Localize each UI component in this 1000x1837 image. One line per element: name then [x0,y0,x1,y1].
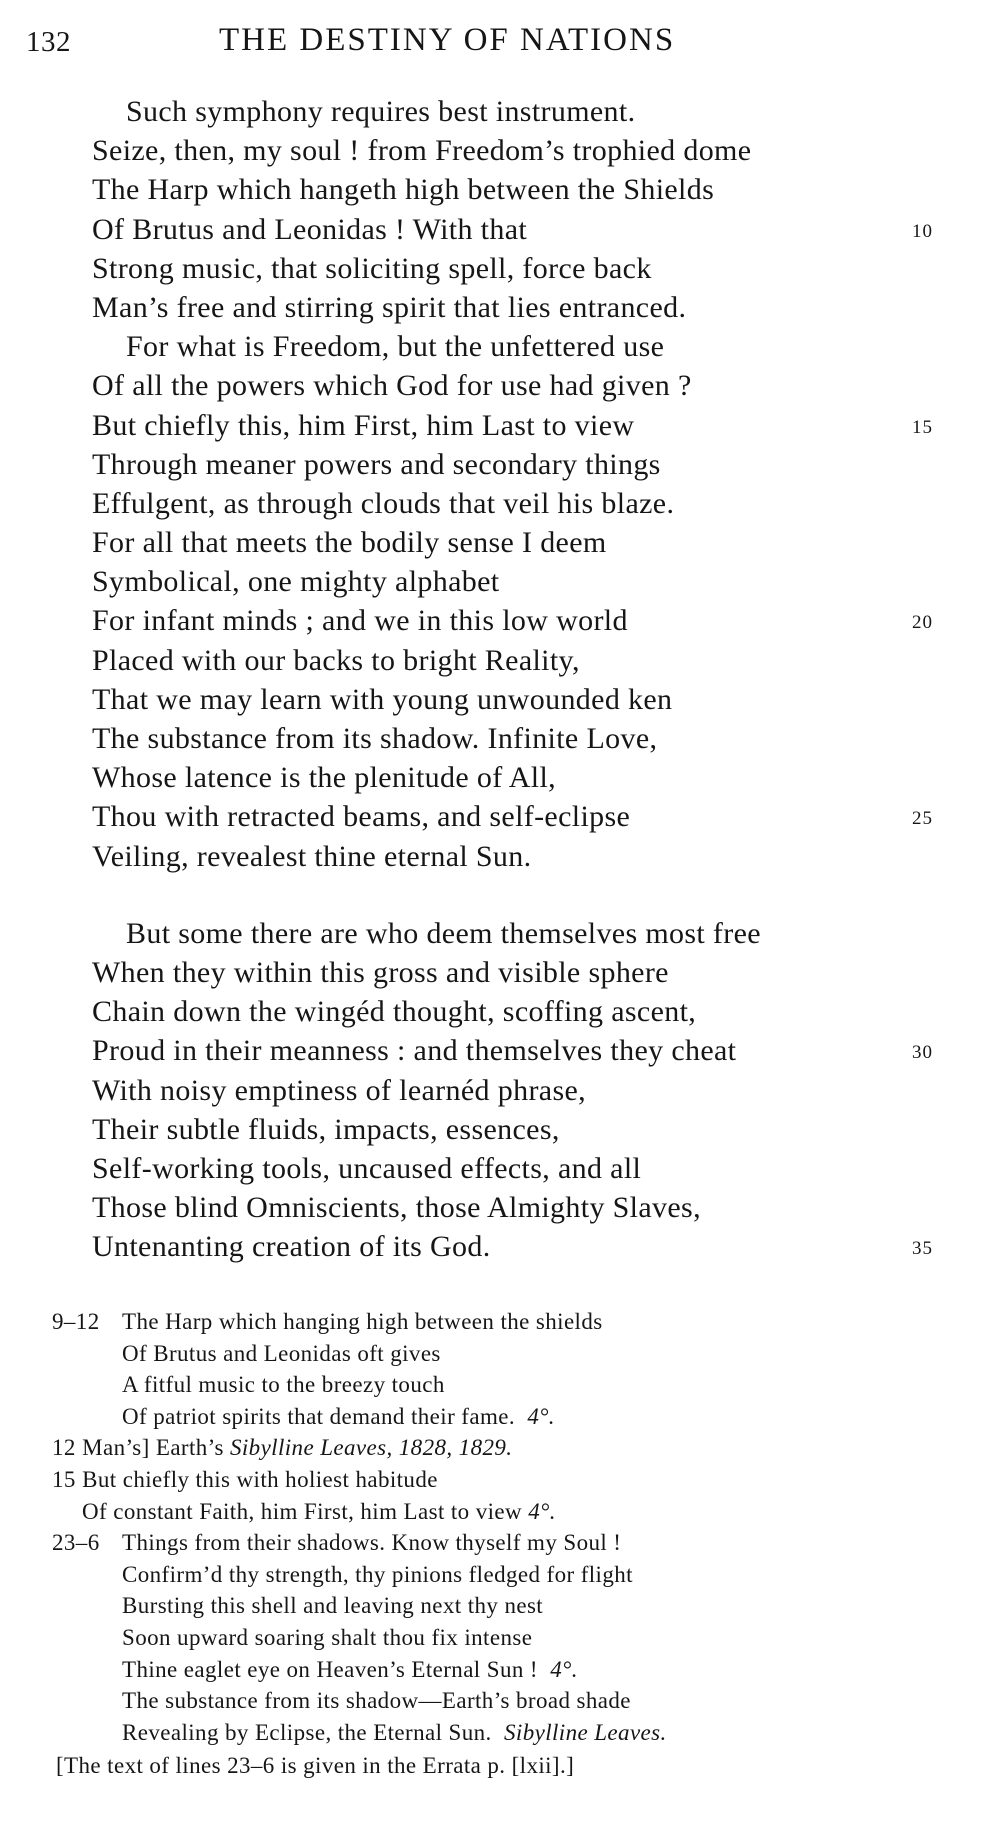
poem-line [92,327,962,366]
poem-line-text: Those blind Omniscients, those Almighty Slaves, [92,1191,701,1225]
note-text: The Harp which hanging high between the shields [122,1309,603,1334]
poem-line [92,641,962,680]
note-source: 4°. [527,1403,555,1429]
poem-line-text: Their subtle fluids, impacts, essences, [92,1112,560,1146]
poem-line-text: Symbolical, one mighty alphabet [92,565,500,599]
poem-line-text: Placed with our backs to bright Reality, [92,643,580,677]
note-text: Confirm’d thy strength, thy pinions fledged for flight [122,1561,633,1587]
poem-line [92,523,962,562]
poem-line-text: With noisy emptiness of learnéd phrase, [92,1073,586,1107]
note-line [52,1685,952,1717]
note-source: Sibylline Leaves. [504,1719,667,1745]
poem-line-text: Untenanting creation of its God. [92,1230,491,1264]
poem-line [92,1071,962,1110]
poem-line [92,562,962,601]
poem-line [92,719,962,758]
poem-line [92,1188,962,1227]
poem-line-text: For infant minds ; and we in this low world [92,604,628,638]
note-line [52,1717,952,1749]
note-reference: 9–12 [52,1309,100,1334]
stanza [92,92,962,876]
note-reference: 12 [52,1435,76,1461]
poem-line-text: Whose latence is the plenitude of All, [92,761,557,795]
note-text: But chiefly this with holiest habitude [82,1466,438,1492]
line-number: 20 [912,612,933,634]
note-source: 4°. [528,1498,556,1524]
poem-line [92,1149,962,1188]
poem-line [92,249,962,288]
poem-line-text: Through meaner powers and secondary things [92,447,661,481]
note-text: Bursting this shell and leaving next thy nest [122,1593,544,1619]
line-number: 15 [912,416,933,438]
note-text: A fitful music to the breezy touch [122,1372,445,1398]
note-reference: 15 [52,1466,76,1492]
line-number: 30 [912,1042,933,1064]
poem-line-text: Of all the powers which God for use had given ? [92,369,692,403]
poem-line-text: Such symphony requires best instrument. [126,95,636,128]
poem-line-text: Man’s free and stirring spirit that lies entranced. [92,290,687,324]
note-line [52,1496,952,1528]
line-number: 35 [912,1238,933,1260]
running-title: THE DESTINY OF NATIONS [219,22,676,58]
poem-line-text: The substance from its shadow. Infinite Love, [92,722,658,755]
stanza [92,914,962,1267]
poem-line [92,680,962,719]
line-number: 25 [912,808,933,830]
poem-line-text: Chain down the wingéd thought, scoffing ascent, [92,995,697,1029]
poem-line-text: Proud in their meanness : and themselves they cheat [92,1034,737,1068]
note-reference: 23–6 [52,1530,100,1556]
poem-line-text: Seize, then, my soul ! from Freedom’s trophied dome [92,134,752,168]
note-text: Thine eaglet eye on Heaven’s Eternal Sun ! [122,1656,538,1682]
note-text: The substance from its shadow—Earth’s broad shade [122,1688,631,1714]
note-source: 4°. [550,1656,578,1682]
poem-line-text: Effulgent, as through clouds that veil his blaze. [92,486,675,520]
note-text: Of constant Faith, him First, him Last to view [82,1498,523,1524]
note-text: Things from their shadows. Know thyself my Soul ! [122,1530,622,1556]
note-text: Man’s] Earth’s [82,1435,224,1461]
note-text: Of patriot spirits that demand their fame. [122,1403,515,1429]
note-line [52,1306,952,1338]
note-line [52,1432,952,1464]
errata-note: [The text of lines 23–6 is given in the Errata p. [lxii].] [56,1753,575,1779]
note-line [52,1401,952,1433]
poem-line-text: For all that meets the bodily sense I deem [92,526,607,560]
poem-line-text: The Harp which hangeth high between the Shields [92,173,715,207]
poem-line [92,797,962,836]
poem-line [92,366,962,405]
poem-line [92,758,962,797]
note-line [52,1590,952,1622]
poem-line-text: Veiling, revealest thine eternal Sun. [92,839,532,873]
poem-line [92,914,962,953]
poem-line [92,288,962,327]
poem-line [92,445,962,484]
running-head [26,22,956,68]
note-line [52,1622,952,1654]
poem-line [92,92,962,131]
poem-line-text: When they within this gross and visible sphere [92,955,669,989]
poem-line [92,837,962,876]
poem-line-text: But chiefly this, him First, him Last to view [92,408,635,442]
poem-line [92,1110,962,1149]
poem-text [92,92,962,1266]
line-number: 10 [912,220,933,242]
page-number: 132 [26,26,71,58]
poem-line-text: Strong music, that soliciting spell, force back [92,251,652,285]
poem-line [92,992,962,1031]
note-line [52,1559,952,1591]
note-line [52,1338,952,1370]
poem-line [92,210,962,249]
note-line [52,1369,952,1401]
note-line [52,1527,952,1559]
poem-line [92,1031,962,1070]
poem-line [92,484,962,523]
poem-line [92,131,962,170]
poem-line-text: Thou with retracted beams, and self-eclipse [92,800,631,834]
poem-line [92,601,962,640]
poem-line-text: For what is Freedom, but the unfettered use [126,330,665,364]
note-line [52,1464,952,1496]
poem-line [92,170,962,209]
poem-line-text: Self-working tools, uncaused effects, and all [92,1151,642,1185]
poem-line [92,406,962,445]
note-text: Soon upward soaring shalt thou fix intense [122,1624,533,1650]
poem-line-text: Of Brutus and Leonidas ! With that [92,212,528,246]
note-text: Of Brutus and Leonidas oft gives [122,1340,441,1366]
poem-line [92,1227,962,1266]
poem-line-text: That we may learn with young unwounded ken [92,682,673,716]
poem-line-text: But some there are who deem themselves most free [126,916,761,950]
textual-notes [52,1306,952,1782]
note-source: Sibylline Leaves, 1828, 1829. [229,1435,513,1461]
note-text: Revealing by Eclipse, the Eternal Sun. [122,1719,492,1745]
poem-line [92,953,962,992]
note-line [52,1654,952,1686]
